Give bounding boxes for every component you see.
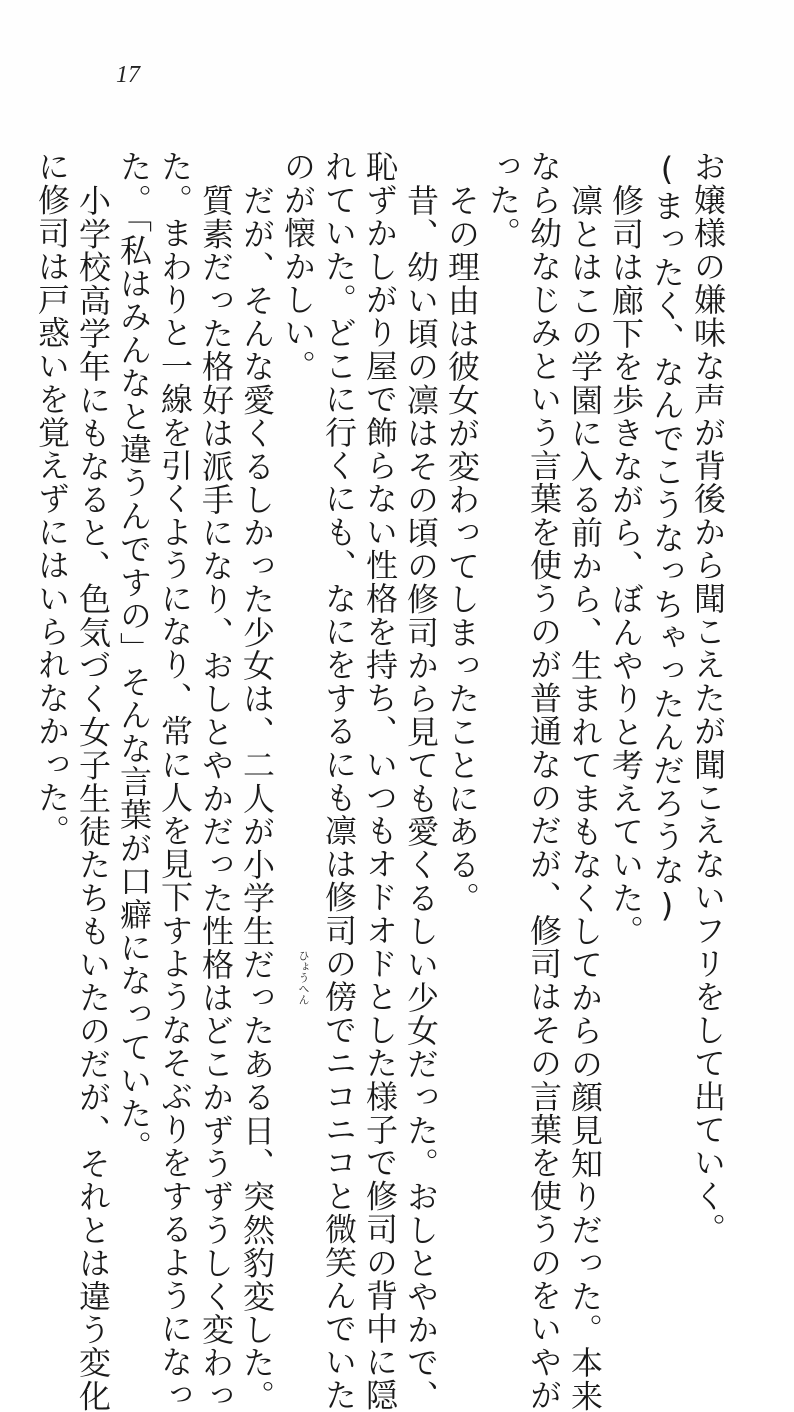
text-column-10: れていた。どこに行くにも、なにをするにも凛は修司の傍でニコニコと微笑んでいた [320,150,358,1412]
vertical-text-block [33,150,728,1412]
text-column-6: った。 [484,150,522,250]
furigana-reading: ひょうへん [297,950,310,1005]
text-column-2: (まったく、なんでこうなっちゃったんだろうな) [648,150,686,926]
text-column-8: 昔、幼い頃の凛はその頃の修司から見ても愛くるしい少女だった。おしとやかで、 [402,184,440,1412]
text-column-3: 修司は廊下を歩きながら、ぼんやりと考えていた。 [607,184,645,948]
text-column-12: だが、そんな愛くるしかった少女は、二人が小学生だったある日、突然豹変した。 [238,184,276,1412]
text-column-14: た。まわりと一線を引くようになり、常に人を見下すようなそぶりをするようになっ [156,150,194,1412]
text-columns [31,150,728,1412]
page-number: 17 [116,62,140,88]
text-column-9: 恥ずかしがり屋で飾らない性格を持ち、いつもオドオドとした様子で修司の背中に隠 [361,150,399,1412]
text-column-4: 凛とはこの学園に入る前から、生まれてまもなくしてからの顔見知りだった。本来 [566,184,604,1412]
text-column-7: その理由は彼女が変わってしまったことにある。 [443,184,481,915]
text-column-15: た。「私はみんなと違うんですの」そんな言葉が口癖になっていた。 [115,150,153,1164]
text-column-11: のが懐かしい。 [279,150,317,383]
text-column-17: に修司は戸惑いを覚えずにはいられなかった。 [33,150,71,848]
text-column-5: なら幼なじみという言葉を使うのが普通なのだが、修司はその言葉を使うのをいやが [525,150,563,1412]
text-column-13: 質素だった格好は派手になり、おしとやかだった性格はどこかずうずうしく変わっ [197,184,235,1412]
text-column-16: 小学校高学年にもなると、色気づく女子生徒たちもいたのだが、それとは違う変化 [74,184,112,1412]
text-column-1: お嬢様の嫌味な声が背後から聞こえたが聞こえないフリをして出ていく。 [689,150,727,1246]
